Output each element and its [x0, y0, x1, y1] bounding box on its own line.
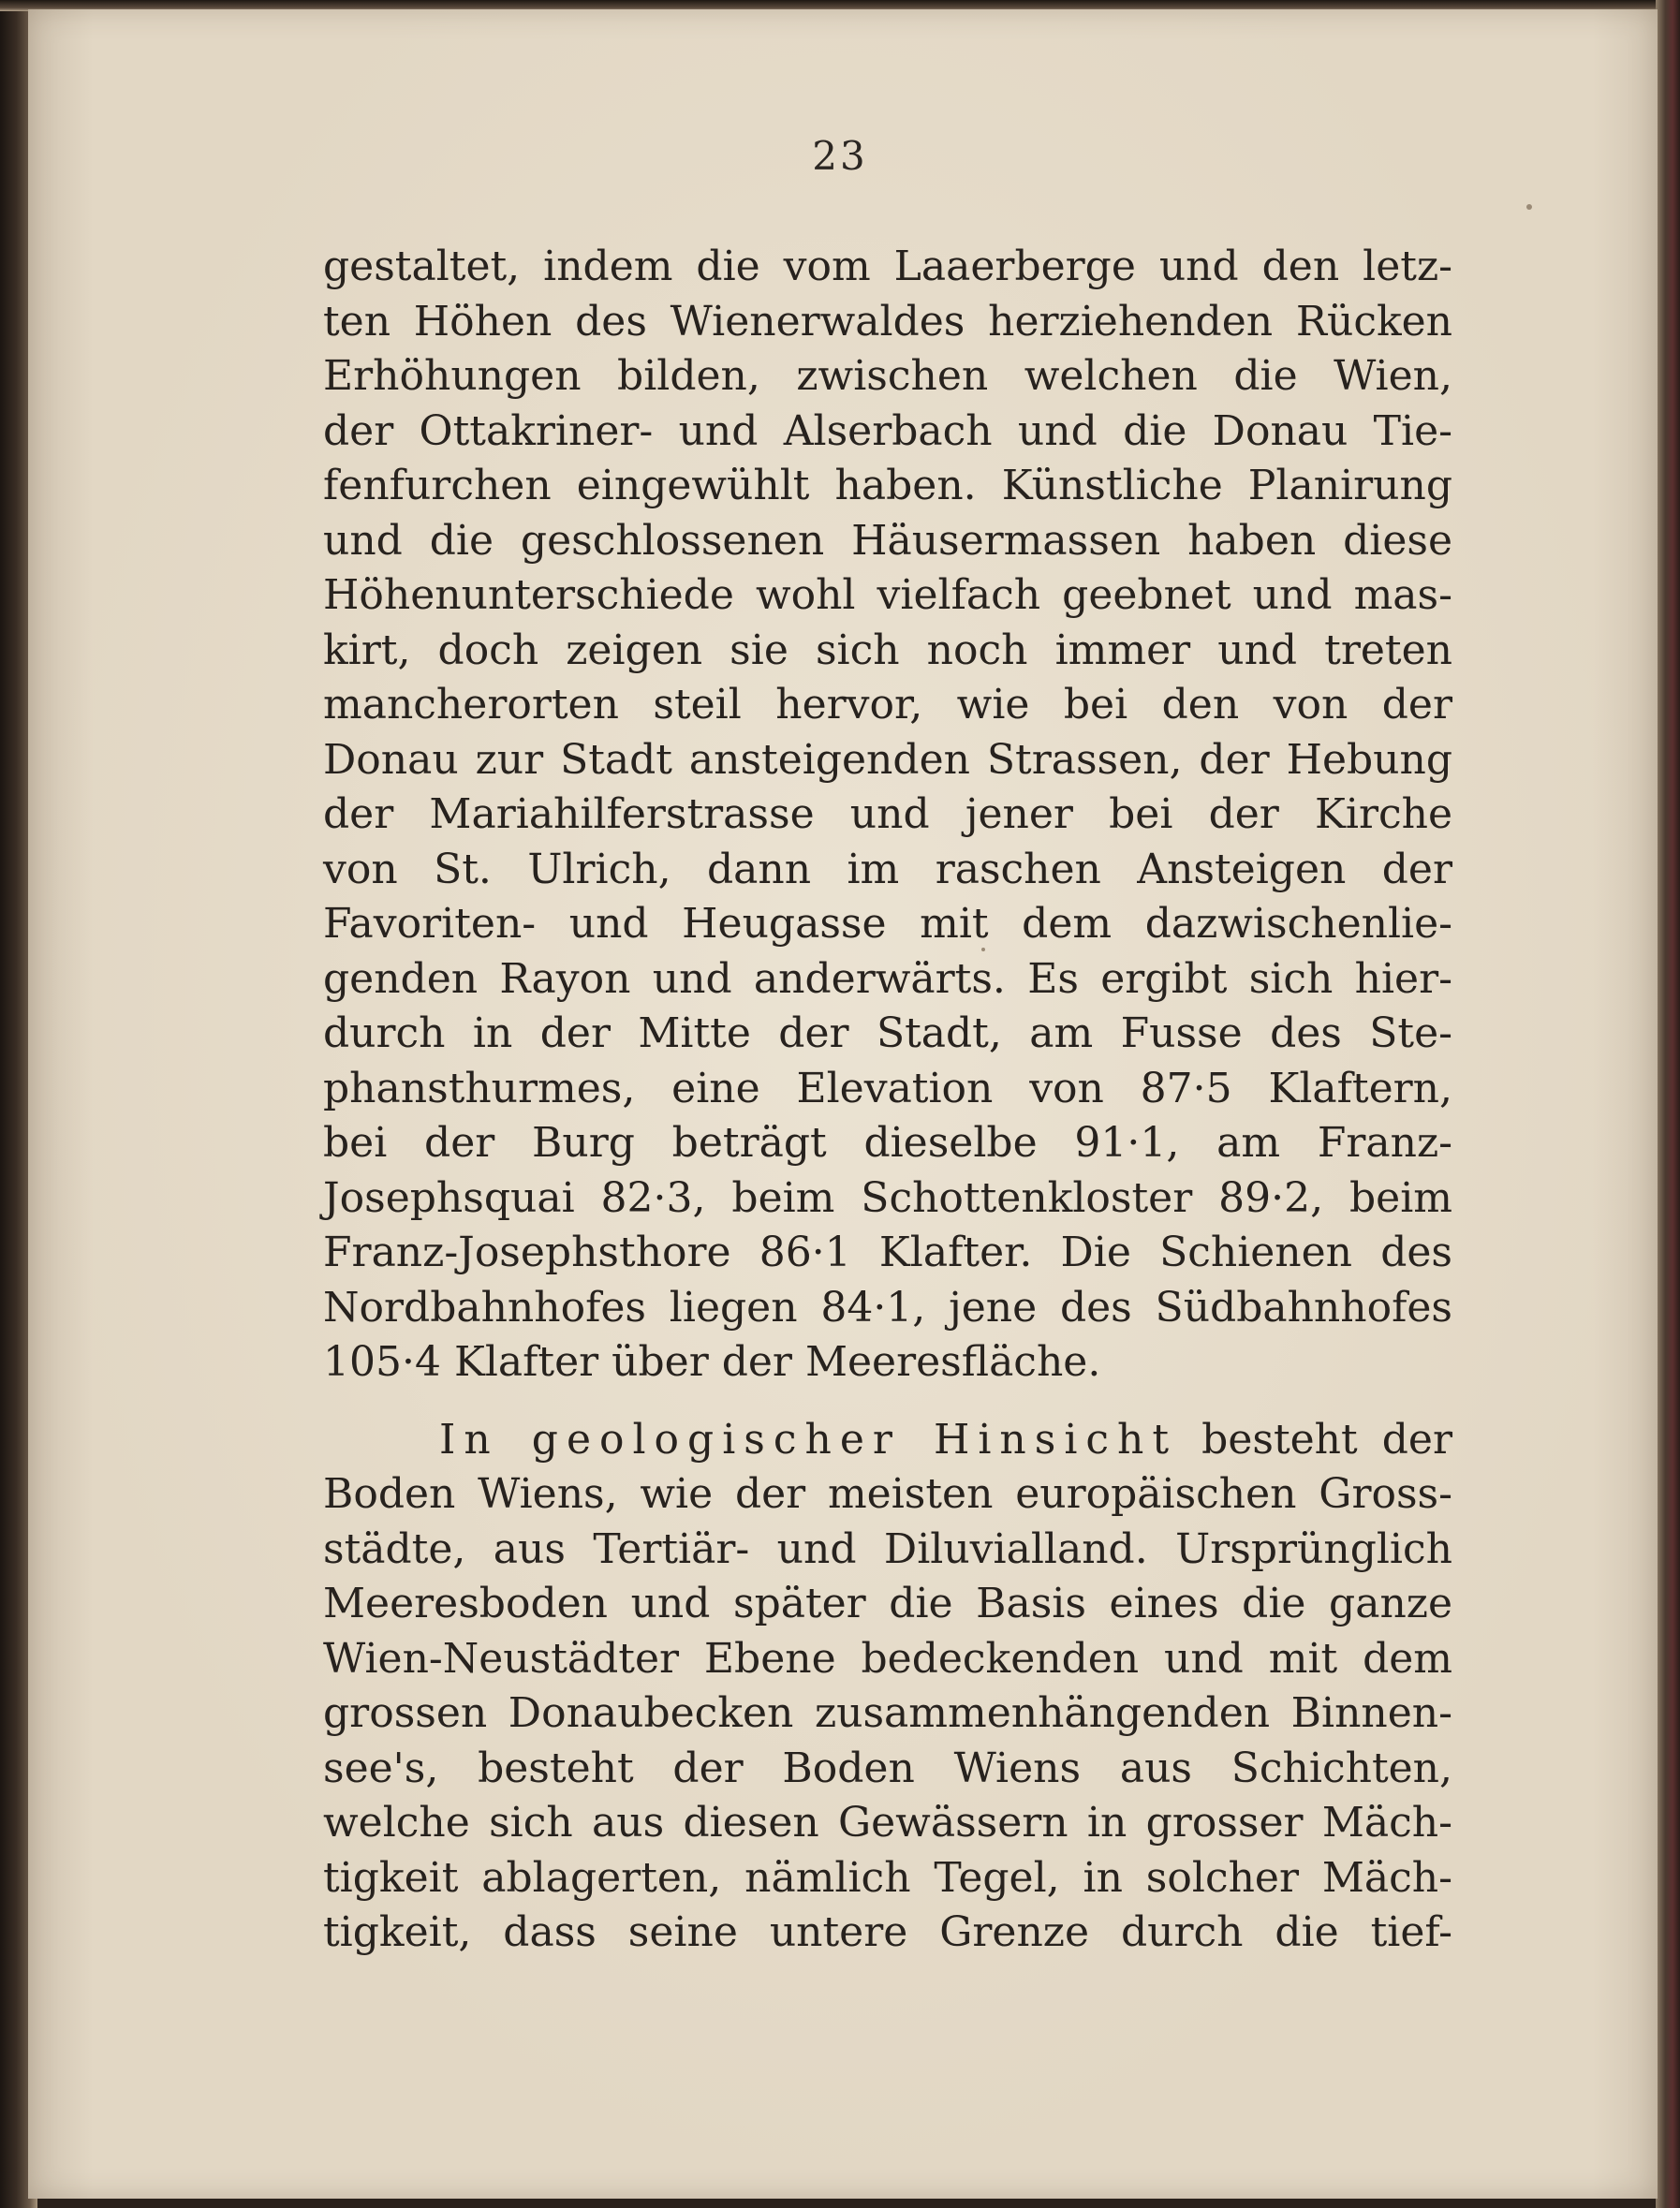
text-line-rest: besteht der — [1201, 1415, 1453, 1464]
text-line: Boden Wiens, wie der meisten europäischen Gross- — [323, 1470, 1452, 1518]
page-number: 23 — [812, 133, 868, 179]
text-line: 105·4 Klafter über der Meeresfläche. — [323, 1338, 1101, 1386]
text-line: tigkeit, dass seine untere Grenze durch die tief- — [323, 1908, 1452, 1956]
body-text — [323, 240, 1452, 1961]
text-line: durch in der Mitte der Stadt, am Fusse des Ste- — [323, 1009, 1452, 1057]
text-line-first — [323, 1413, 1452, 1468]
text-line: see's, besteht der Boden Wiens aus Schichten, — [323, 1744, 1452, 1792]
text-line: Josephsquai 82·3, beim Schottenkloster 89·2, beim — [323, 1173, 1452, 1222]
text-line: gestaltet, indem die vom Laaerberge und den letz- — [323, 243, 1452, 290]
paragraph-1 — [323, 240, 1452, 1391]
text-line: Höhenunterschiede wohl vielfach geebnet und mas- — [323, 571, 1452, 619]
text-line: Franz-Josephsthore 86·1 Klafter. Die Schienen des — [323, 1229, 1452, 1276]
text-line: Meeresboden und später die Basis eines die ganze — [323, 1580, 1452, 1627]
text-line: Nordbahnhofes liegen 84·1, jene des Südbahnhofes — [323, 1283, 1452, 1332]
text-line: genden Rayon und anderwärts. Es ergibt sich hier- — [323, 954, 1452, 1003]
book-right-edge — [1656, 0, 1680, 2208]
text-line: Erhöhungen bilden, zwischen welchen die Wien, — [323, 352, 1452, 400]
text-line: ten Höhen des Wienerwaldes herziehenden Rücken — [323, 297, 1452, 346]
text-line: von St. Ulrich, dann im raschen Ansteigen der — [323, 845, 1452, 893]
paragraph-2 — [323, 1413, 1452, 1961]
text-line: kirt, doch zeigen sie sich noch immer und treten — [323, 626, 1452, 674]
text-line: städte, aus Tertiär- und Diluvialland. Ursprünglich — [323, 1524, 1452, 1573]
text-line: grossen Donaubecken zusammenhängenden Binnen- — [323, 1689, 1452, 1737]
text-line: mancherorten steil hervor, wie bei den von der — [323, 681, 1452, 729]
text-line: Wien-Neustädter Ebene bedeckenden und mit dem — [323, 1634, 1452, 1683]
text-line: der Ottakriner- und Alserbach und die Donau Tie- — [323, 406, 1452, 455]
text-line: Donau zur Stadt ansteigenden Strassen, der Hebung — [323, 735, 1452, 784]
text-line: welche sich aus diesen Gewässern in grosser Mäch- — [323, 1799, 1452, 1847]
text-line: und die geschlossenen Häusermassen haben diese — [323, 516, 1452, 565]
text-line: phansthurmes, eine Elevation von 87·5 Klaftern, — [323, 1064, 1452, 1112]
text-line: tigkeit ablagerten, nämlich Tegel, in solcher Mäch- — [323, 1853, 1452, 1902]
text-line: fenfurchen eingewühlt haben. Künstliche Planirung — [323, 462, 1452, 509]
spaced-emphasis: In geologischer Hinsicht — [439, 1415, 1178, 1464]
text-line: der Mariahilferstrasse und jener bei der Kirche — [323, 790, 1452, 838]
paper-speck — [1526, 204, 1532, 210]
text-line: bei der Burg beträgt dieselbe 91·1, am Franz- — [323, 1119, 1452, 1167]
paragraph-gap — [323, 1391, 1452, 1413]
text-line: Favoriten- und Heugasse mit dem dazwischenlie- — [323, 900, 1452, 948]
